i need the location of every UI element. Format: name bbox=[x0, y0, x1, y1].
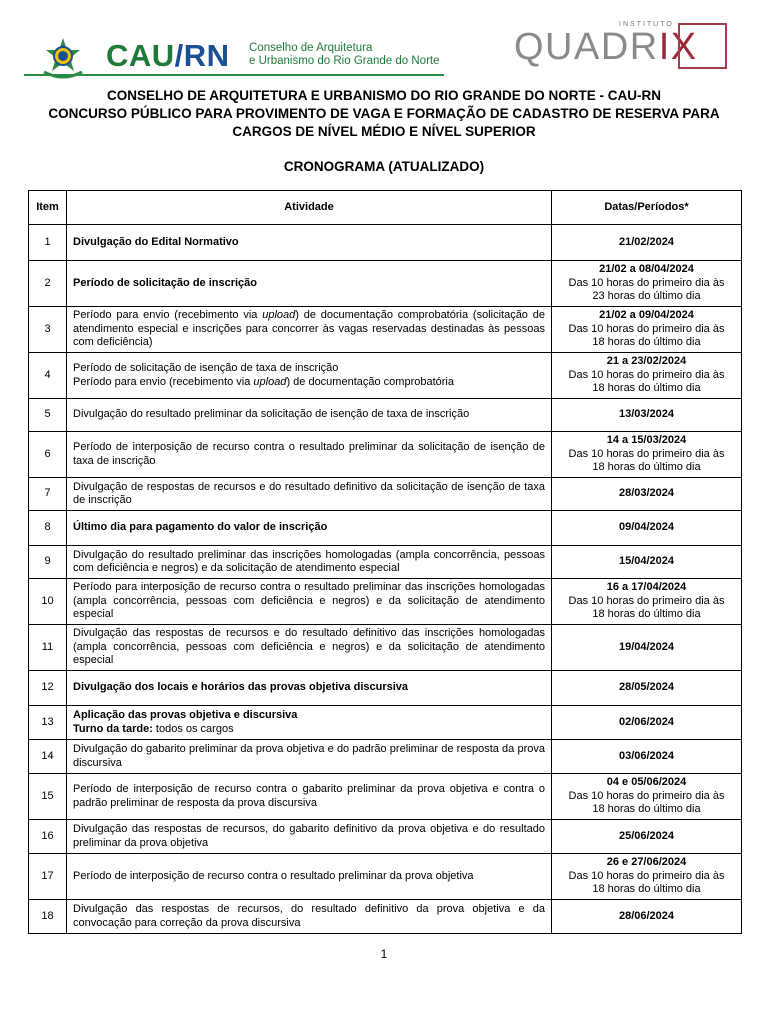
row-activity: Período de solicitação de isenção de taxa de inscrição Período para envio (recebimento via upload) de documentação comprobatória bbox=[67, 353, 552, 399]
row-dates: 21/02 a 08/04/2024 Das 10 horas do primeiro dia às 23 horas do último dia bbox=[552, 261, 742, 307]
row-activity: Período de solicitação de inscrição bbox=[67, 261, 552, 307]
table-row bbox=[29, 478, 742, 511]
row-item: 16 bbox=[29, 820, 67, 854]
table-row bbox=[29, 353, 742, 399]
row-item: 11 bbox=[29, 625, 67, 671]
row-dates: 15/04/2024 bbox=[552, 546, 742, 579]
header-activity: Atividade bbox=[67, 191, 552, 225]
row-item: 6 bbox=[29, 432, 67, 478]
row-item: 17 bbox=[29, 854, 67, 900]
row-item: 1 bbox=[29, 225, 67, 261]
table-row bbox=[29, 820, 742, 854]
row-item: 3 bbox=[29, 307, 67, 353]
row-dates: 02/06/2024 bbox=[552, 706, 742, 740]
row-dates: 28/06/2024 bbox=[552, 900, 742, 934]
row-item: 8 bbox=[29, 511, 67, 546]
row-dates: 09/04/2024 bbox=[552, 511, 742, 546]
row-activity: Divulgação do resultado preliminar das inscrições homologadas (ampla concorrência, pessoas com deficiência e negros) e da solicitação de atendimento especial bbox=[67, 546, 552, 579]
row-item: 15 bbox=[29, 774, 67, 820]
table-row bbox=[29, 854, 742, 900]
row-activity: Divulgação do Edital Normativo bbox=[67, 225, 552, 261]
row-activity: Período para envio (recebimento via upload) de documentação comprobatória (solicitação de atendimento especial e inscrições para concorrer às vagas reservadas destinadas às pessoas com deficiência) bbox=[67, 307, 552, 353]
table-row bbox=[29, 261, 742, 307]
cau-rn-wordmark: CAU/RN bbox=[106, 38, 230, 73]
header-line-1: CONSELHO DE ARQUITETURA E URBANISMO DO RIO GRANDE DO NORTE - CAU-RN bbox=[106, 88, 661, 103]
logo-divider bbox=[24, 74, 444, 76]
table-row bbox=[29, 432, 742, 478]
row-dates: 19/04/2024 bbox=[552, 625, 742, 671]
row-activity: Período para interposição de recurso contra o resultado preliminar das inscrições homologadas (ampla concorrência, pessoas com deficiência e negros) e da solicitação de atendimento especial bbox=[67, 579, 552, 625]
row-dates: 13/03/2024 bbox=[552, 399, 742, 432]
table-row bbox=[29, 579, 742, 625]
row-activity: Divulgação do gabarito preliminar da prova objetiva e do padrão preliminar de resposta da prova discursiva bbox=[67, 740, 552, 774]
row-dates: 21 a 23/02/2024 Das 10 horas do primeiro dia às 18 horas do último dia bbox=[552, 353, 742, 399]
row-activity: Divulgação das respostas de recursos, do resultado definitivo da prova objetiva e da convocação para correção da prova discursiva bbox=[67, 900, 552, 934]
row-activity: Período de interposição de recurso contra o gabarito preliminar da prova objetiva e contra o padrão preliminar de resposta da prova discursiva bbox=[67, 774, 552, 820]
row-item: 5 bbox=[29, 399, 67, 432]
row-activity: Divulgação das respostas de recursos e do resultado definitivo das inscrições homologadas (ampla concorrência, pessoas com deficiência e negros) e da solicitação de atendimento especial bbox=[67, 625, 552, 671]
row-dates: 25/06/2024 bbox=[552, 820, 742, 854]
row-dates: 21/02 a 09/04/2024 Das 10 horas do primeiro dia às 18 horas do último dia bbox=[552, 307, 742, 353]
table-row bbox=[29, 774, 742, 820]
schedule-table bbox=[28, 190, 742, 934]
row-dates: 28/03/2024 bbox=[552, 478, 742, 511]
document-subtitle: CRONOGRAMA (ATUALIZADO) bbox=[283, 159, 485, 174]
row-item: 12 bbox=[29, 671, 67, 706]
row-item: 18 bbox=[29, 900, 67, 934]
row-activity: Último dia para pagamento do valor de inscrição bbox=[67, 511, 552, 546]
table-row bbox=[29, 625, 742, 671]
row-activity: Divulgação dos locais e horários das provas objetiva discursiva bbox=[67, 671, 552, 706]
row-activity: Divulgação das respostas de recursos, do gabarito definitivo da prova objetiva e do resultado preliminar da prova objetiva bbox=[67, 820, 552, 854]
table-row bbox=[29, 671, 742, 706]
table-row bbox=[29, 225, 742, 261]
row-activity: Período de interposição de recurso contra o resultado preliminar da prova objetiva bbox=[67, 854, 552, 900]
row-dates: 21/02/2024 bbox=[552, 225, 742, 261]
row-dates: 16 a 17/04/2024 Das 10 horas do primeiro dia às 18 horas do último dia bbox=[552, 579, 742, 625]
row-item: 2 bbox=[29, 261, 67, 307]
table-row bbox=[29, 900, 742, 934]
row-dates: 28/05/2024 bbox=[552, 671, 742, 706]
row-item: 10 bbox=[29, 579, 67, 625]
page-number: 1 bbox=[380, 947, 388, 961]
table-row bbox=[29, 706, 742, 740]
row-activity: Aplicação das provas objetiva e discursiva Turno da tarde: todos os cargos bbox=[67, 706, 552, 740]
row-activity: Divulgação do resultado preliminar da solicitação de isenção de taxa de inscrição bbox=[67, 399, 552, 432]
quadrix-logo bbox=[510, 20, 740, 80]
header-line-2: CONCURSO PÚBLICO PARA PROVIMENTO DE VAGA E FORMAÇÃO DE CADASTRO DE RESERVA PARA bbox=[48, 106, 720, 121]
row-dates: 14 a 15/03/2024 Das 10 horas do primeiro dia às 18 horas do último dia bbox=[552, 432, 742, 478]
row-activity: Divulgação de respostas de recursos e do resultado definitivo da solicitação de isenção de taxa de inscrição bbox=[67, 478, 552, 511]
header-line-3: CARGOS DE NÍVEL MÉDIO E NÍVEL SUPERIOR bbox=[232, 124, 536, 139]
header-item: Item bbox=[29, 191, 67, 225]
row-item: 13 bbox=[29, 706, 67, 740]
table-row bbox=[29, 740, 742, 774]
table-row bbox=[29, 307, 742, 353]
row-item: 4 bbox=[29, 353, 67, 399]
row-item: 7 bbox=[29, 478, 67, 511]
table-row bbox=[29, 511, 742, 546]
row-dates: 26 e 27/06/2024 Das 10 horas do primeiro dia às 18 horas do último dia bbox=[552, 854, 742, 900]
row-item: 9 bbox=[29, 546, 67, 579]
quadrix-ix-frame bbox=[678, 23, 727, 69]
table-row bbox=[29, 546, 742, 579]
row-item: 14 bbox=[29, 740, 67, 774]
row-activity: Período de interposição de recurso contra o resultado preliminar da solicitação de isenção de taxa de inscrição bbox=[67, 432, 552, 478]
cau-rn-full-name: Conselho de Arquitetura e Urbanismo do Rio Grande do Norte bbox=[249, 42, 440, 67]
quadrix-instituto-label: INSTITUTO bbox=[619, 21, 674, 28]
table-header-row bbox=[29, 191, 742, 225]
row-dates: 04 e 05/06/2024 Das 10 horas do primeiro dia às 18 horas do último dia bbox=[552, 774, 742, 820]
header-dates: Datas/Períodos* bbox=[552, 191, 742, 225]
row-dates: 03/06/2024 bbox=[552, 740, 742, 774]
cau-rn-logo bbox=[24, 30, 444, 82]
quadrix-wordmark: QUADRIX bbox=[514, 26, 698, 68]
table-row bbox=[29, 399, 742, 432]
